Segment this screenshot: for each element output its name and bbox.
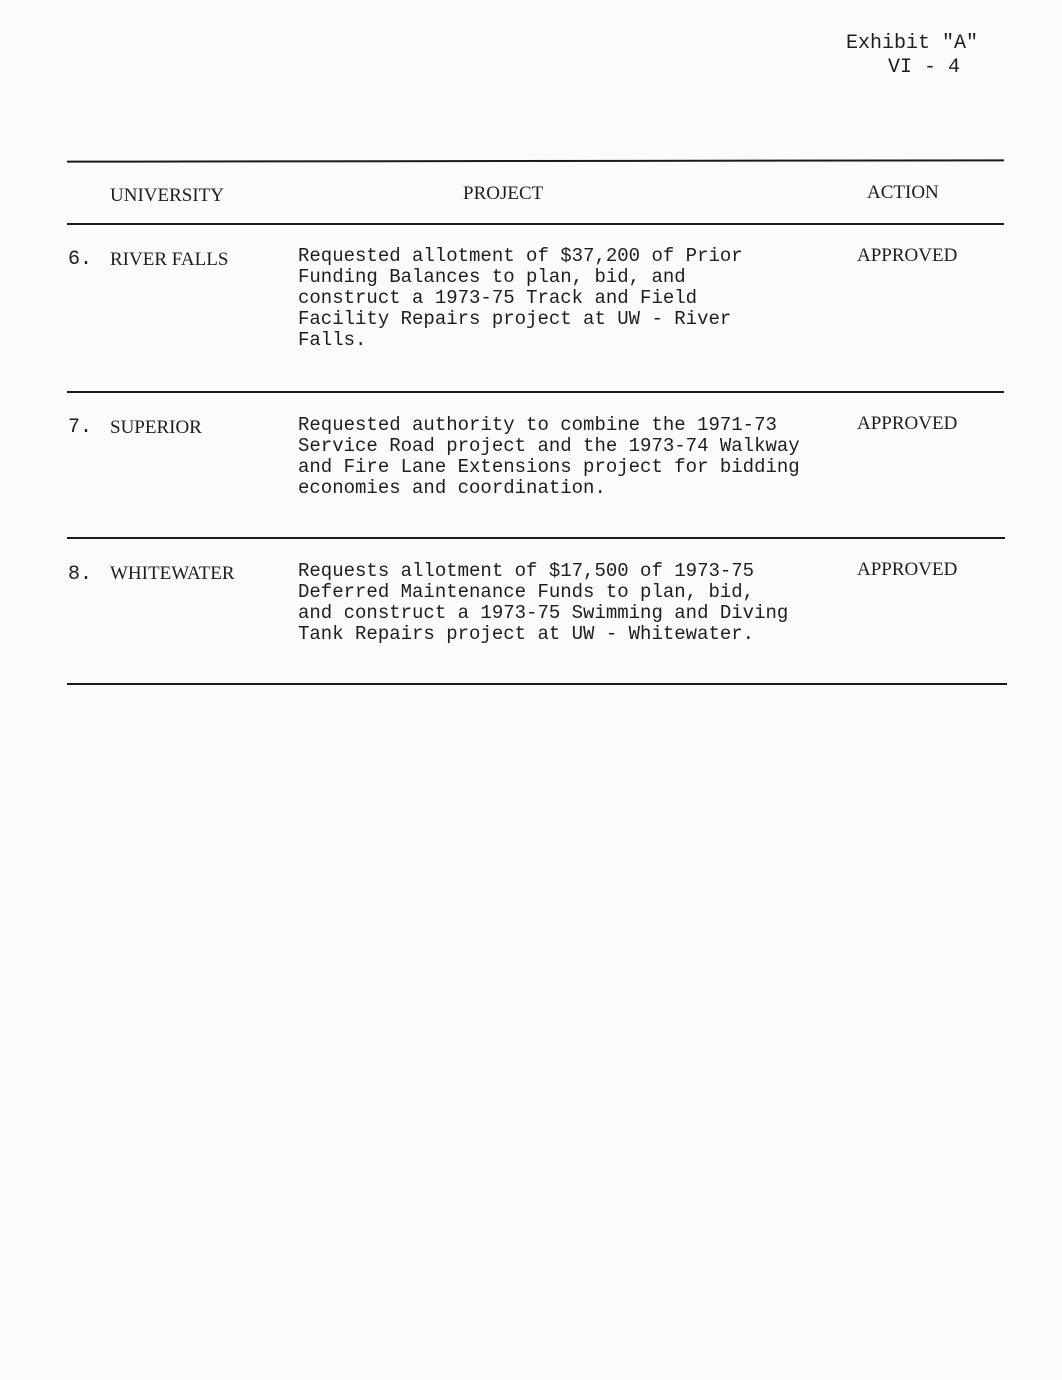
row-project-description xyxy=(298,246,798,351)
project-line: and Fire Lane Extensions project for bidding xyxy=(298,456,800,478)
project-line: economies and coordination. xyxy=(298,477,606,499)
row-number: 6. xyxy=(68,248,93,271)
exhibit-label: Exhibit "A" xyxy=(846,32,979,55)
project-line: Falls. xyxy=(298,329,367,351)
row-university: SUPERIOR xyxy=(110,417,202,438)
column-header-project: PROJECT xyxy=(463,183,544,204)
project-line: Facility Repairs project at UW - River xyxy=(298,308,732,330)
table-top-rule xyxy=(67,159,1004,162)
row-university: WHITEWATER xyxy=(110,563,235,584)
project-line: Deferred Maintenance Funds to plan, bid, xyxy=(298,581,755,603)
project-line: Tank Repairs project at UW - Whitewater. xyxy=(298,623,755,645)
row-action: APPROVED xyxy=(857,559,958,580)
header-divider xyxy=(67,223,1004,225)
row-project-description xyxy=(298,415,798,499)
project-line: Requests allotment of $17,500 of 1973-75 xyxy=(298,560,755,582)
row-university: RIVER FALLS xyxy=(110,249,229,270)
row-divider xyxy=(67,391,1004,393)
row-number: 8. xyxy=(68,563,93,586)
project-line: Requested allotment of $37,200 of Prior xyxy=(298,245,743,267)
row-action: APPROVED xyxy=(857,413,958,434)
row-number: 7. xyxy=(68,416,93,439)
page-reference: VI - 4 xyxy=(887,56,960,79)
project-line: Service Road project and the 1973-74 Walkway xyxy=(298,435,800,457)
column-header-action: ACTION xyxy=(867,182,939,203)
row-project-description xyxy=(298,561,798,645)
row-action: APPROVED xyxy=(857,245,958,266)
project-line: and construct a 1973-75 Swimming and Diving xyxy=(298,602,789,624)
row-divider xyxy=(67,537,1005,539)
project-line: Funding Balances to plan, bid, and xyxy=(298,266,686,288)
column-header-university: UNIVERSITY xyxy=(110,185,224,206)
project-line: construct a 1973-75 Track and Field xyxy=(298,287,698,309)
table-bottom-rule xyxy=(67,683,1007,685)
project-line: Requested authority to combine the 1971-73 xyxy=(298,414,777,436)
